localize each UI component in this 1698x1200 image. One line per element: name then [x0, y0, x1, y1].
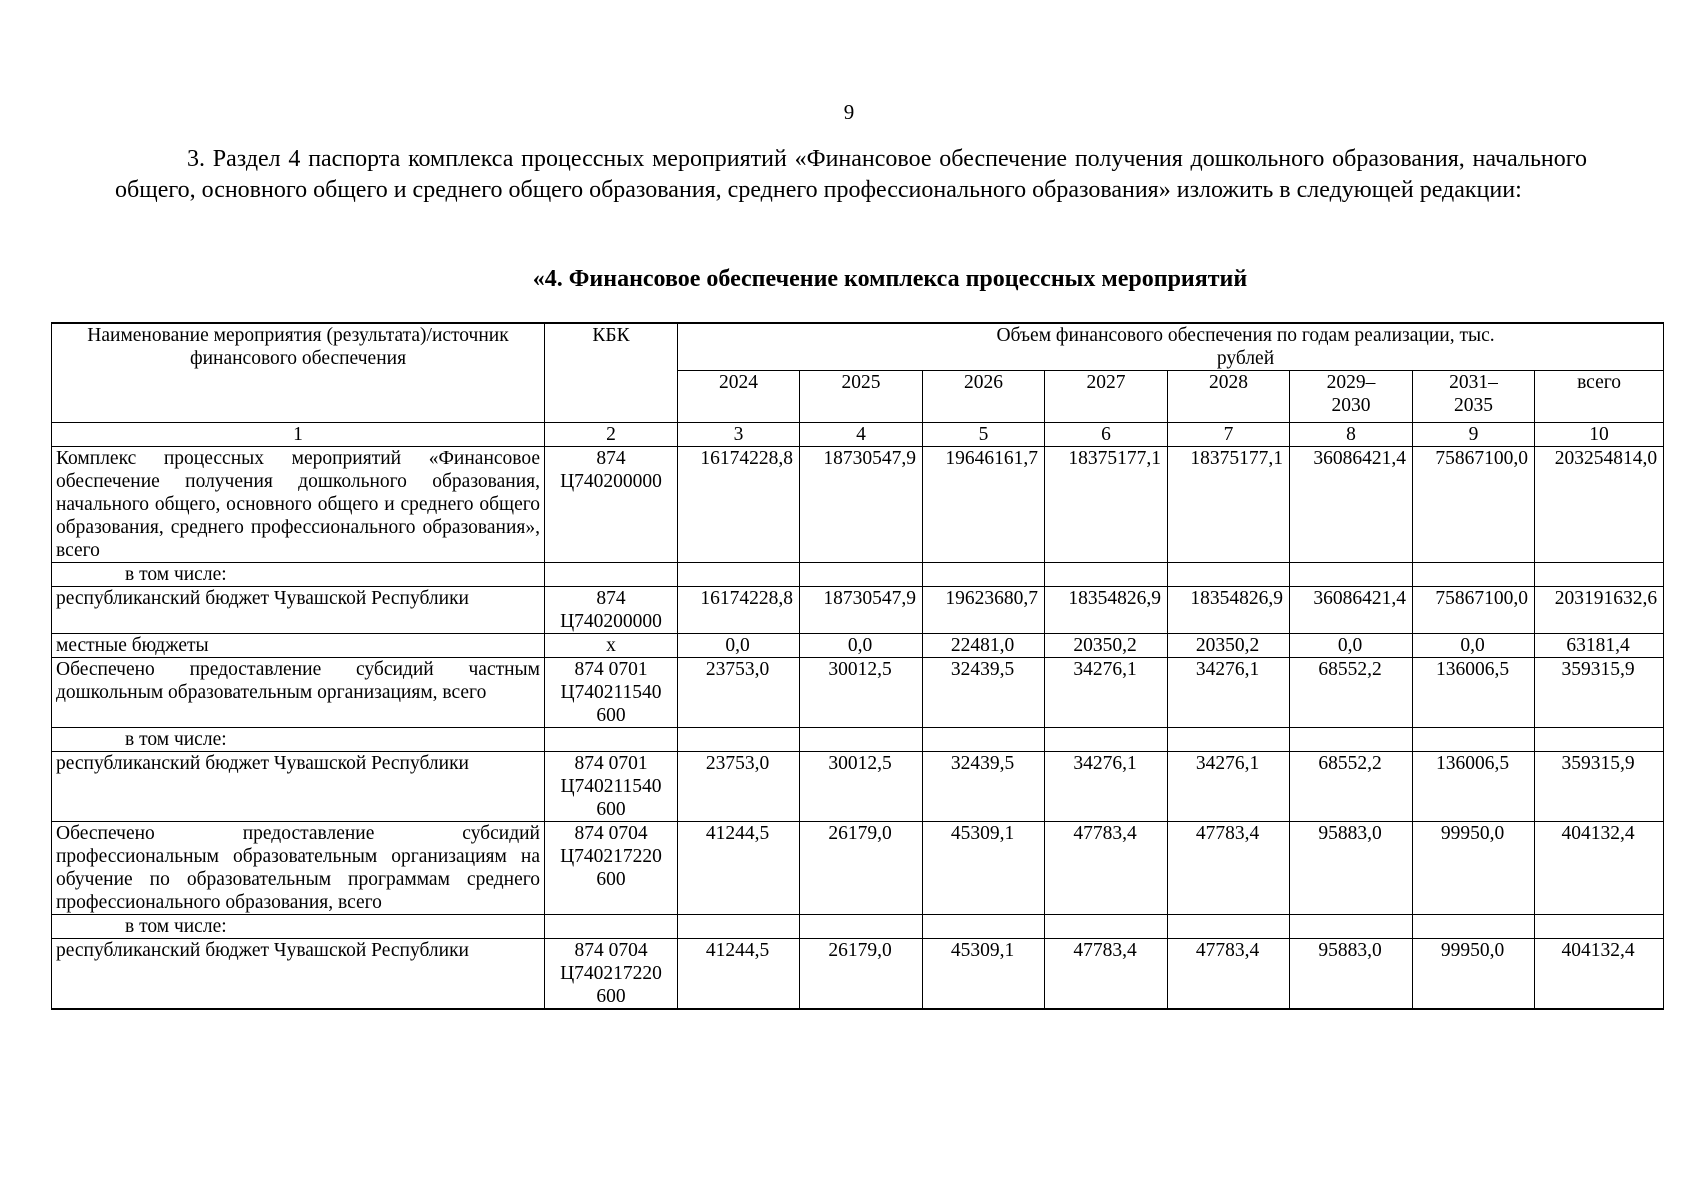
- subtotal-label: в том числе:: [52, 915, 545, 939]
- intro-paragraph: 3. Раздел 4 паспорта комплекса процессных мероприятий «Финансовое обеспечение получения дошкольного образования, начального общего, основного общего и среднего общего образования, среднего профессионального образования» изложить в следующей редакции:: [115, 146, 1587, 203]
- row-value: 36086421,4: [1290, 587, 1413, 634]
- row-kbk: 874 0701 Ц740211540 600: [545, 752, 678, 822]
- empty-cell: [1413, 563, 1535, 587]
- row-value: 18375177,1: [1168, 447, 1290, 563]
- row-value: 0,0: [1290, 634, 1413, 658]
- row-value: 18354826,9: [1045, 587, 1168, 634]
- subtotal-label: в том числе:: [52, 728, 545, 752]
- row-value: 75867100,0: [1413, 587, 1535, 634]
- row-value: 30012,5: [800, 658, 923, 728]
- row-value: 359315,9: [1535, 658, 1664, 728]
- row-value: 99950,0: [1413, 822, 1535, 915]
- empty-cell: [800, 915, 923, 939]
- row-value: 47783,4: [1168, 939, 1290, 1010]
- empty-cell: [1045, 915, 1168, 939]
- header-year: 2028: [1168, 371, 1290, 423]
- row-kbk: 874 0704 Ц740217220 600: [545, 822, 678, 915]
- row-value: 26179,0: [800, 939, 923, 1010]
- row-value: 45309,1: [923, 822, 1045, 915]
- header-year: 2029– 2030: [1290, 371, 1413, 423]
- section-title: «4. Финансовое обеспечение комплекса процессных мероприятий: [532, 266, 1248, 292]
- row-value: 36086421,4: [1290, 447, 1413, 563]
- column-number: 2: [545, 423, 678, 447]
- row-kbk: 874 0701 Ц740211540 600: [545, 658, 678, 728]
- empty-cell: [545, 728, 678, 752]
- row-value: 18730547,9: [800, 587, 923, 634]
- row-value: 359315,9: [1535, 752, 1664, 822]
- row-value: 99950,0: [1413, 939, 1535, 1010]
- subtotal-label: в том числе:: [52, 563, 545, 587]
- row-name: республиканский бюджет Чувашской Республики: [52, 587, 545, 634]
- empty-cell: [678, 728, 800, 752]
- row-value: 404132,4: [1535, 822, 1664, 915]
- row-value: 75867100,0: [1413, 447, 1535, 563]
- column-number: 7: [1168, 423, 1290, 447]
- financing-table: [51, 322, 1664, 1010]
- row-value: 34276,1: [1168, 658, 1290, 728]
- empty-cell: [1290, 563, 1413, 587]
- column-number: 6: [1045, 423, 1168, 447]
- header-year: 2025: [800, 371, 923, 423]
- table-row: [52, 658, 1664, 728]
- row-value: 18730547,9: [800, 447, 923, 563]
- header-year: 2027: [1045, 371, 1168, 423]
- row-value: 23753,0: [678, 752, 800, 822]
- row-value: 0,0: [1413, 634, 1535, 658]
- empty-cell: [923, 728, 1045, 752]
- empty-cell: [1535, 728, 1664, 752]
- row-kbk: 874 Ц740200000: [545, 447, 678, 563]
- empty-cell: [1535, 563, 1664, 587]
- row-name: Обеспечено предоставление субсидий частным дошкольным образовательным организациям, всего: [52, 658, 545, 728]
- empty-cell: [545, 915, 678, 939]
- table-row: [52, 634, 1664, 658]
- row-name: местные бюджеты: [52, 634, 545, 658]
- table-row: [52, 752, 1664, 822]
- header-year: 2026: [923, 371, 1045, 423]
- row-value: 0,0: [678, 634, 800, 658]
- empty-cell: [800, 728, 923, 752]
- row-value: 203254814,0: [1535, 447, 1664, 563]
- table-row: [52, 447, 1664, 563]
- table-row: [52, 563, 1664, 587]
- row-value: 30012,5: [800, 752, 923, 822]
- empty-cell: [1045, 563, 1168, 587]
- empty-cell: [545, 563, 678, 587]
- row-value: 18375177,1: [1045, 447, 1168, 563]
- empty-cell: [1168, 728, 1290, 752]
- table-row: [52, 728, 1664, 752]
- row-kbk: x: [545, 634, 678, 658]
- row-name: республиканский бюджет Чувашской Республики: [52, 939, 545, 1010]
- row-value: 34276,1: [1045, 658, 1168, 728]
- header-year: 2024: [678, 371, 800, 423]
- row-name: Обеспечено предоставление субсидий профессиональным образовательным организациям на обучение по образовательным программам среднего профессионального образования, всего: [52, 822, 545, 915]
- empty-cell: [678, 563, 800, 587]
- row-value: 136006,5: [1413, 752, 1535, 822]
- header-kbk: КБК: [545, 323, 678, 423]
- row-kbk: 874 0704 Ц740217220 600: [545, 939, 678, 1010]
- empty-cell: [1535, 915, 1664, 939]
- page-number: 9: [843, 100, 855, 124]
- header-year: всего: [1535, 371, 1664, 423]
- row-value: 19623680,7: [923, 587, 1045, 634]
- row-kbk: 874 Ц740200000: [545, 587, 678, 634]
- row-value: 19646161,7: [923, 447, 1045, 563]
- row-value: 404132,4: [1535, 939, 1664, 1010]
- row-value: 20350,2: [1168, 634, 1290, 658]
- row-value: 26179,0: [800, 822, 923, 915]
- row-value: 41244,5: [678, 939, 800, 1010]
- table-row: [52, 587, 1664, 634]
- table-row: [52, 822, 1664, 915]
- empty-cell: [923, 915, 1045, 939]
- empty-cell: [1290, 915, 1413, 939]
- row-value: 32439,5: [923, 658, 1045, 728]
- row-value: 41244,5: [678, 822, 800, 915]
- header-name: Наименование мероприятия (результата)/источник финансового обеспечения: [52, 323, 545, 423]
- row-value: 18354826,9: [1168, 587, 1290, 634]
- row-value: 16174228,8: [678, 447, 800, 563]
- row-value: 16174228,8: [678, 587, 800, 634]
- empty-cell: [1290, 728, 1413, 752]
- row-value: 23753,0: [678, 658, 800, 728]
- column-number: 3: [678, 423, 800, 447]
- empty-cell: [678, 915, 800, 939]
- row-value: 0,0: [800, 634, 923, 658]
- empty-cell: [1045, 728, 1168, 752]
- row-value: 47783,4: [1168, 822, 1290, 915]
- row-value: 47783,4: [1045, 822, 1168, 915]
- empty-cell: [1168, 915, 1290, 939]
- empty-cell: [923, 563, 1045, 587]
- row-value: 20350,2: [1045, 634, 1168, 658]
- column-number: 10: [1535, 423, 1664, 447]
- table-row: [52, 915, 1664, 939]
- header-year: 2031– 2035: [1413, 371, 1535, 423]
- row-value: 203191632,6: [1535, 587, 1664, 634]
- row-name: республиканский бюджет Чувашской Республики: [52, 752, 545, 822]
- row-value: 63181,4: [1535, 634, 1664, 658]
- empty-cell: [800, 563, 923, 587]
- row-value: 47783,4: [1045, 939, 1168, 1010]
- row-value: 95883,0: [1290, 939, 1413, 1010]
- row-value: 68552,2: [1290, 752, 1413, 822]
- row-value: 95883,0: [1290, 822, 1413, 915]
- column-number: 9: [1413, 423, 1535, 447]
- column-number: 5: [923, 423, 1045, 447]
- empty-cell: [1413, 728, 1535, 752]
- row-name: Комплекс процессных мероприятий «Финансовое обеспечение получения дошкольного образования, начального общего, основного общего и среднего общего образования, среднего профессионального образования», всего: [52, 447, 545, 563]
- row-value: 32439,5: [923, 752, 1045, 822]
- row-value: 68552,2: [1290, 658, 1413, 728]
- row-value: 34276,1: [1168, 752, 1290, 822]
- row-value: 45309,1: [923, 939, 1045, 1010]
- row-value: 34276,1: [1045, 752, 1168, 822]
- row-value: 136006,5: [1413, 658, 1535, 728]
- row-value: 22481,0: [923, 634, 1045, 658]
- table-row: [52, 939, 1664, 1010]
- empty-cell: [1413, 915, 1535, 939]
- empty-cell: [1168, 563, 1290, 587]
- header-volume: Объем финансового обеспечения по годам реализации, тыс. рублей: [678, 323, 1664, 371]
- column-number: 1: [52, 423, 545, 447]
- column-number: 8: [1290, 423, 1413, 447]
- column-number: 4: [800, 423, 923, 447]
